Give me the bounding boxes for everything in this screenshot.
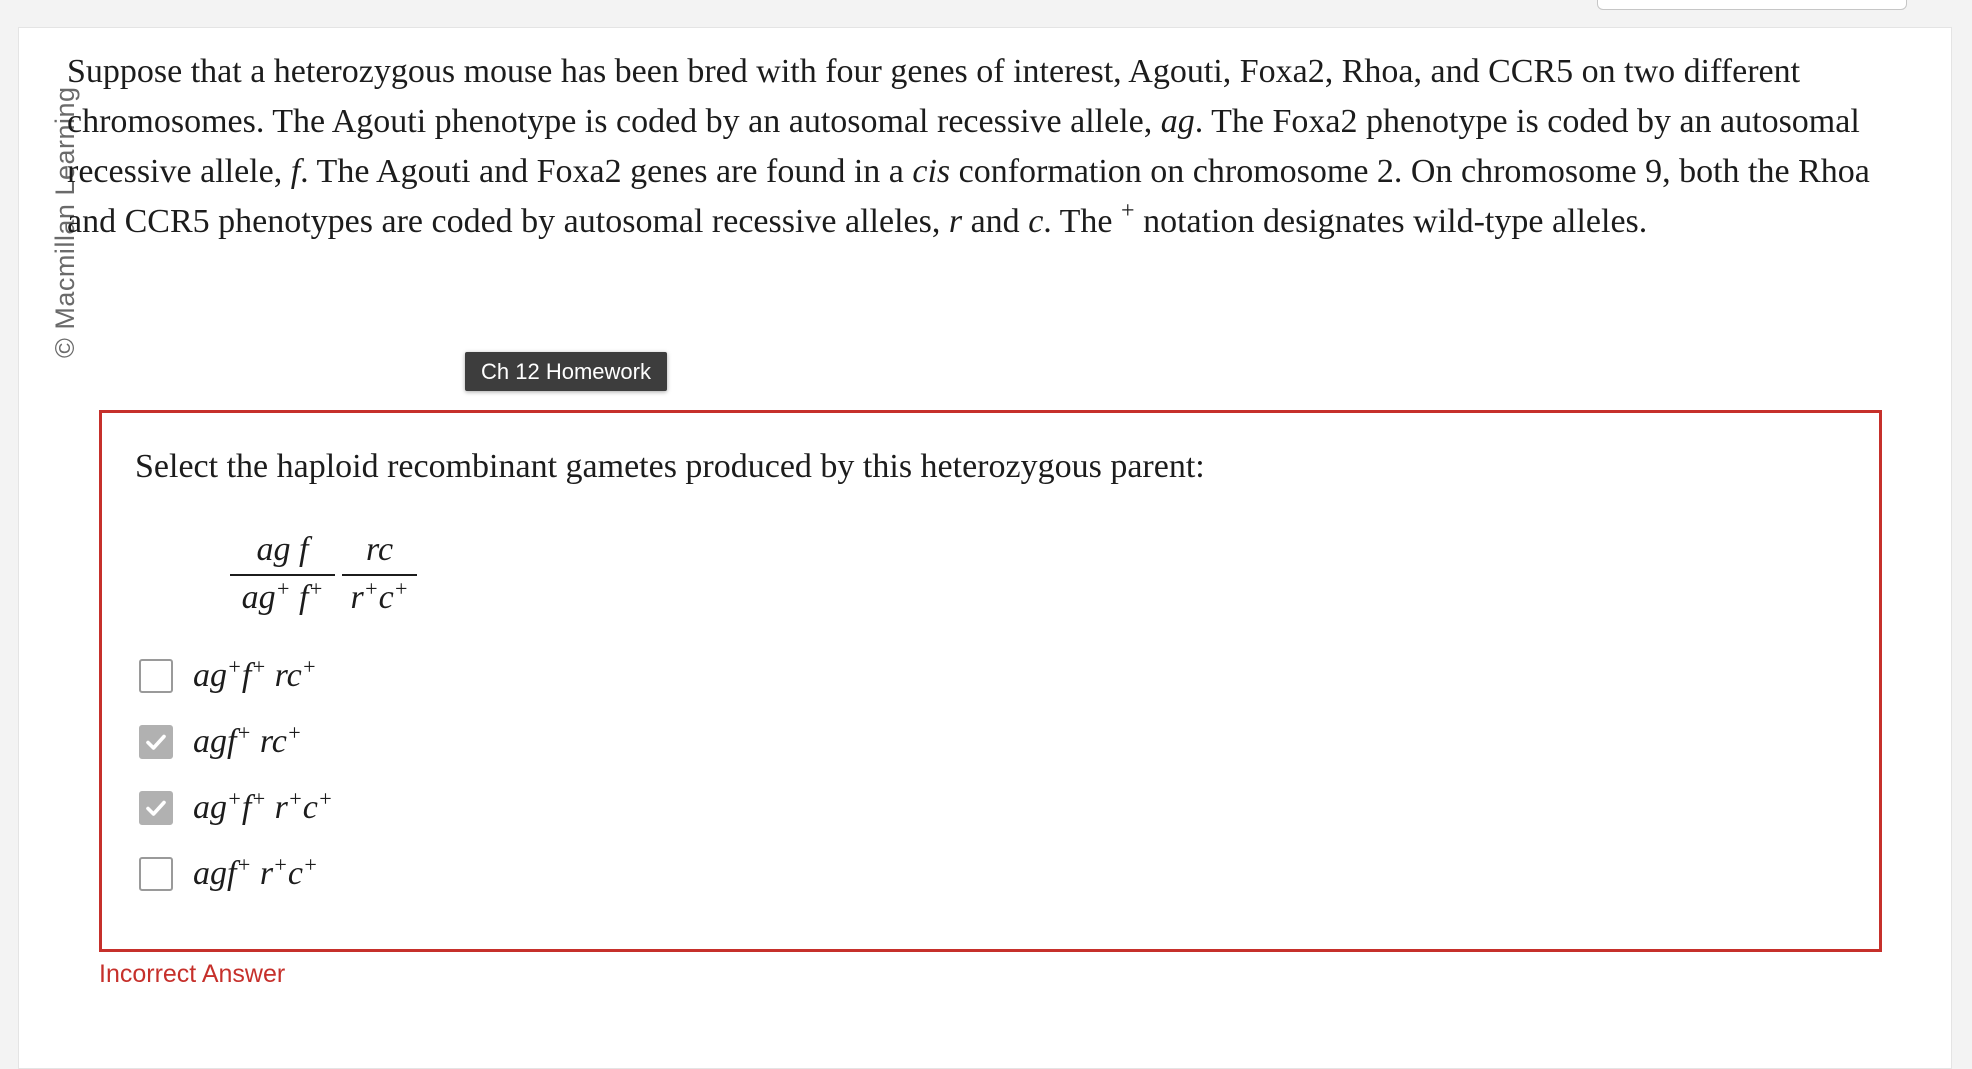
genotype-chromosome-2	[230, 531, 335, 617]
answer-option-4[interactable]	[139, 854, 318, 894]
copyright-watermark: © Macmillan Learning	[50, 86, 80, 358]
chrom9-top: rc	[342, 531, 417, 576]
top-search-input[interactable]	[1597, 0, 1907, 10]
question-prompt: Select the haploid recombinant gametes produced by this heterozygous parent:	[135, 448, 1205, 485]
checkbox-option-1[interactable]	[139, 659, 173, 693]
checkmark-icon	[144, 730, 168, 754]
checkbox-option-3[interactable]	[139, 791, 173, 825]
answer-option-3[interactable]	[139, 788, 333, 828]
question-intro-text: Suppose that a heterozygous mouse has been bred with four genes of interest, Agouti, Foxa2, Rhoa, and CCR5 on two different chromosomes. The Agouti phenotype is coded by an autosomal recessive allele, ag. The Foxa2 phenotype is coded by an autosomal recessive allele, f. The Agouti and Foxa2 genes are found in a cis conformation on chromosome 2. On chromosome 9, both the Rhoa and CCR5 phenotypes are coded by autosomal recessive alleles, r and c. The + notation designates wild-type alleles.	[67, 53, 1870, 240]
chrom2-bottom: ag+ f+	[241, 576, 324, 616]
option-2-label: agf+ rc+	[193, 720, 302, 760]
homework-tag: Ch 12 Homework	[465, 352, 667, 391]
answer-option-1[interactable]	[139, 656, 317, 696]
option-1-label: ag+f+ rc+	[193, 654, 317, 694]
chrom2-top: ag f	[230, 531, 335, 576]
checkbox-option-2[interactable]	[139, 725, 173, 759]
option-4-label: agf+ r+c+	[193, 852, 318, 892]
checkmark-icon	[144, 796, 168, 820]
chrom9-bottom: r+c+	[350, 576, 409, 616]
question-box	[99, 410, 1882, 952]
checkbox-option-4[interactable]	[139, 857, 173, 891]
genotype-chromosome-9	[342, 531, 417, 617]
answer-option-2[interactable]	[139, 722, 302, 762]
incorrect-answer-feedback: Incorrect Answer	[99, 960, 286, 988]
option-3-label: ag+f+ r+c+	[193, 786, 333, 826]
